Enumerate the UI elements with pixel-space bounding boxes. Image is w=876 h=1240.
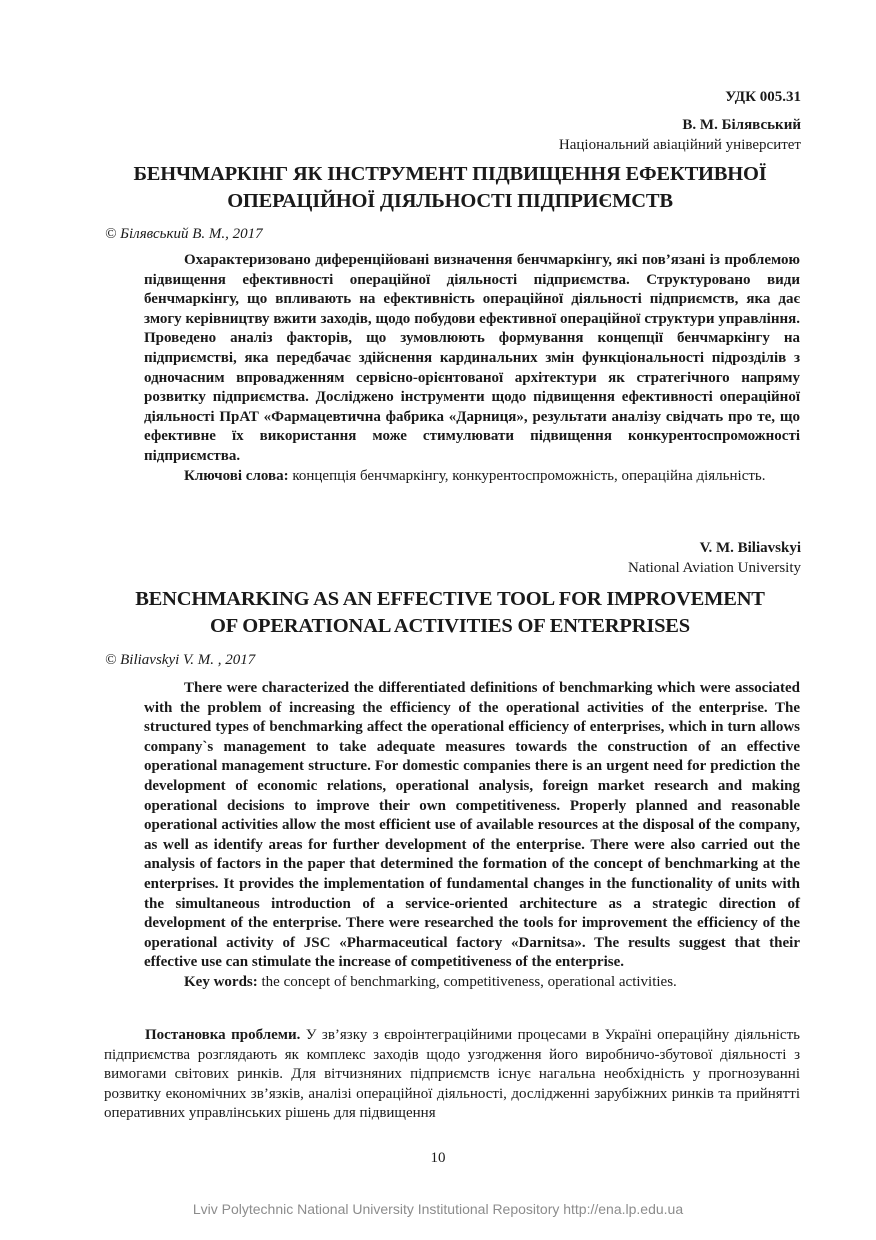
ua-copyright: © Білявський В. М., 2017 (105, 226, 263, 242)
ua-author: В. М. Білявський (682, 117, 801, 133)
ua-affiliation: Національний авіаційний університет (558, 137, 801, 153)
en-author: V. M. Biliavskyi (699, 540, 801, 556)
ua-keywords-label: Ключові слова: (184, 467, 289, 484)
problem-statement-paragraph (104, 1026, 800, 1124)
page-number: 10 (430, 1150, 446, 1166)
ua-title-line-2: ОПЕРАЦІЙНОЇ ДІЯЛЬНОСТІ ПІДПРИЄМСТВ (227, 190, 673, 212)
problem-statement-text: У зв’язку з євроінтеграційними процесами в Україні операційну діяльність підприємства розглядають як комплекс заходів щодо узгодження його виробничо-збутової діяльності з вимогами світових ринків. Для вітчизняних підприємств існує нагальна необхідність у прогнозуванні розвитку економічних зв’язків, аналізі операційної діяльності, дослідженні зарубіжних ринків та прийнятті оперативних управлінських рішень для підвищення (104, 1027, 800, 1121)
section-label: Постановка проблеми. (145, 1027, 301, 1043)
en-title (100, 586, 800, 640)
ua-abstract-text: Охарактеризовано диференційовані визначення бенчмаркінгу, які пов’язані із проблемою підвищення ефективності операційної діяльності підприємства. Структуровано види бенчмаркінгу, що впливають на ефективність операційної діяльності підприємств, яка дає змогу керівництву вжити заходів, щодо побудови ефективної операційної структури управління. Проведено аналіз факторів, що зумовлюють формування концепції бенчмаркінгу на підприємстві, яка передбачає здійснення кардинальних змін функціональності підрозділів з одночасним впровадженням сервісно-орієнтованої архітектури як стратегічного напряму розвитку підприємства. Досліджено інструменти щодо підвищення ефективності операційної діяльності ПрАТ «Фармацевтична фабрика «Дарниця», результати аналізу свідчать про те, що ефективне їх використання може стимулювати підвищення конкурентоспроможності підприємства. (144, 252, 800, 464)
en-keywords-label: Key words: (184, 973, 258, 990)
en-title-line-1: BENCHMARKING AS AN EFFECTIVE TOOL FOR IMPROVEMENT (135, 588, 765, 610)
en-abstract-text: There were characterized the differentiated definitions of benchmarking which were associated with the problem of increasing the efficiency of the operational activities of the enterprise. The structured types of benchmarking affect the operational efficiency of enterprises, which in turn allows company`s management to take adequate measures towards the construction of an effective operational management structure. For domestic companies there is an urgent need for prediction the development of economic relations, operational analysis, foreign market research and making operational decisions to improve their own competitiveness. Properly planned and reasonable operational activities allow the most efficient use of available resources at the disposal of the company, as well as identify areas for further development of the enterprise. There were also carried out the analysis of factors in the paper that determined the formation of the concept of benchmarking at the enterprises. It provides the implementation of fundamental changes in the functionality of units with the simultaneous introduction of a service-oriented architecture as a strategic direction of development of the enterprise. There were researched the tools for improvement the efficiency of the operational activity of JSC «Pharmaceutical factory «Darnitsa». The results suggest that their effective use can stimulate the increase of competitiveness of the enterprise. (144, 680, 800, 971)
en-keywords (144, 973, 800, 993)
en-abstract (144, 679, 800, 993)
en-keywords-text: the concept of benchmarking, competitiveness, operational activities. (261, 973, 677, 990)
en-copyright: © Biliavskyi V. M. , 2017 (105, 652, 256, 668)
en-title-line-2: OF OPERATIONAL ACTIVITIES OF ENTERPRISES (210, 615, 690, 637)
ua-title-line-1: БЕНЧМАРКІНГ ЯК ІНСТРУМЕНТ ПІДВИЩЕННЯ ЕФЕКТИВНОЇ (133, 163, 767, 185)
body-section (104, 1026, 800, 1124)
ua-keywords-text: концепція бенчмаркінгу, конкурентоспроможність, операційна діяльність. (292, 467, 766, 484)
ua-title (100, 161, 800, 215)
ua-abstract (144, 251, 800, 486)
udk-code: УДК 005.31 (725, 89, 801, 105)
en-affiliation: National Aviation University (627, 560, 801, 576)
ua-keywords (144, 467, 800, 487)
repository-footer: Lviv Polytechnic National University Institutional Repository http://ena.lp.edu.ua (192, 1201, 684, 1217)
